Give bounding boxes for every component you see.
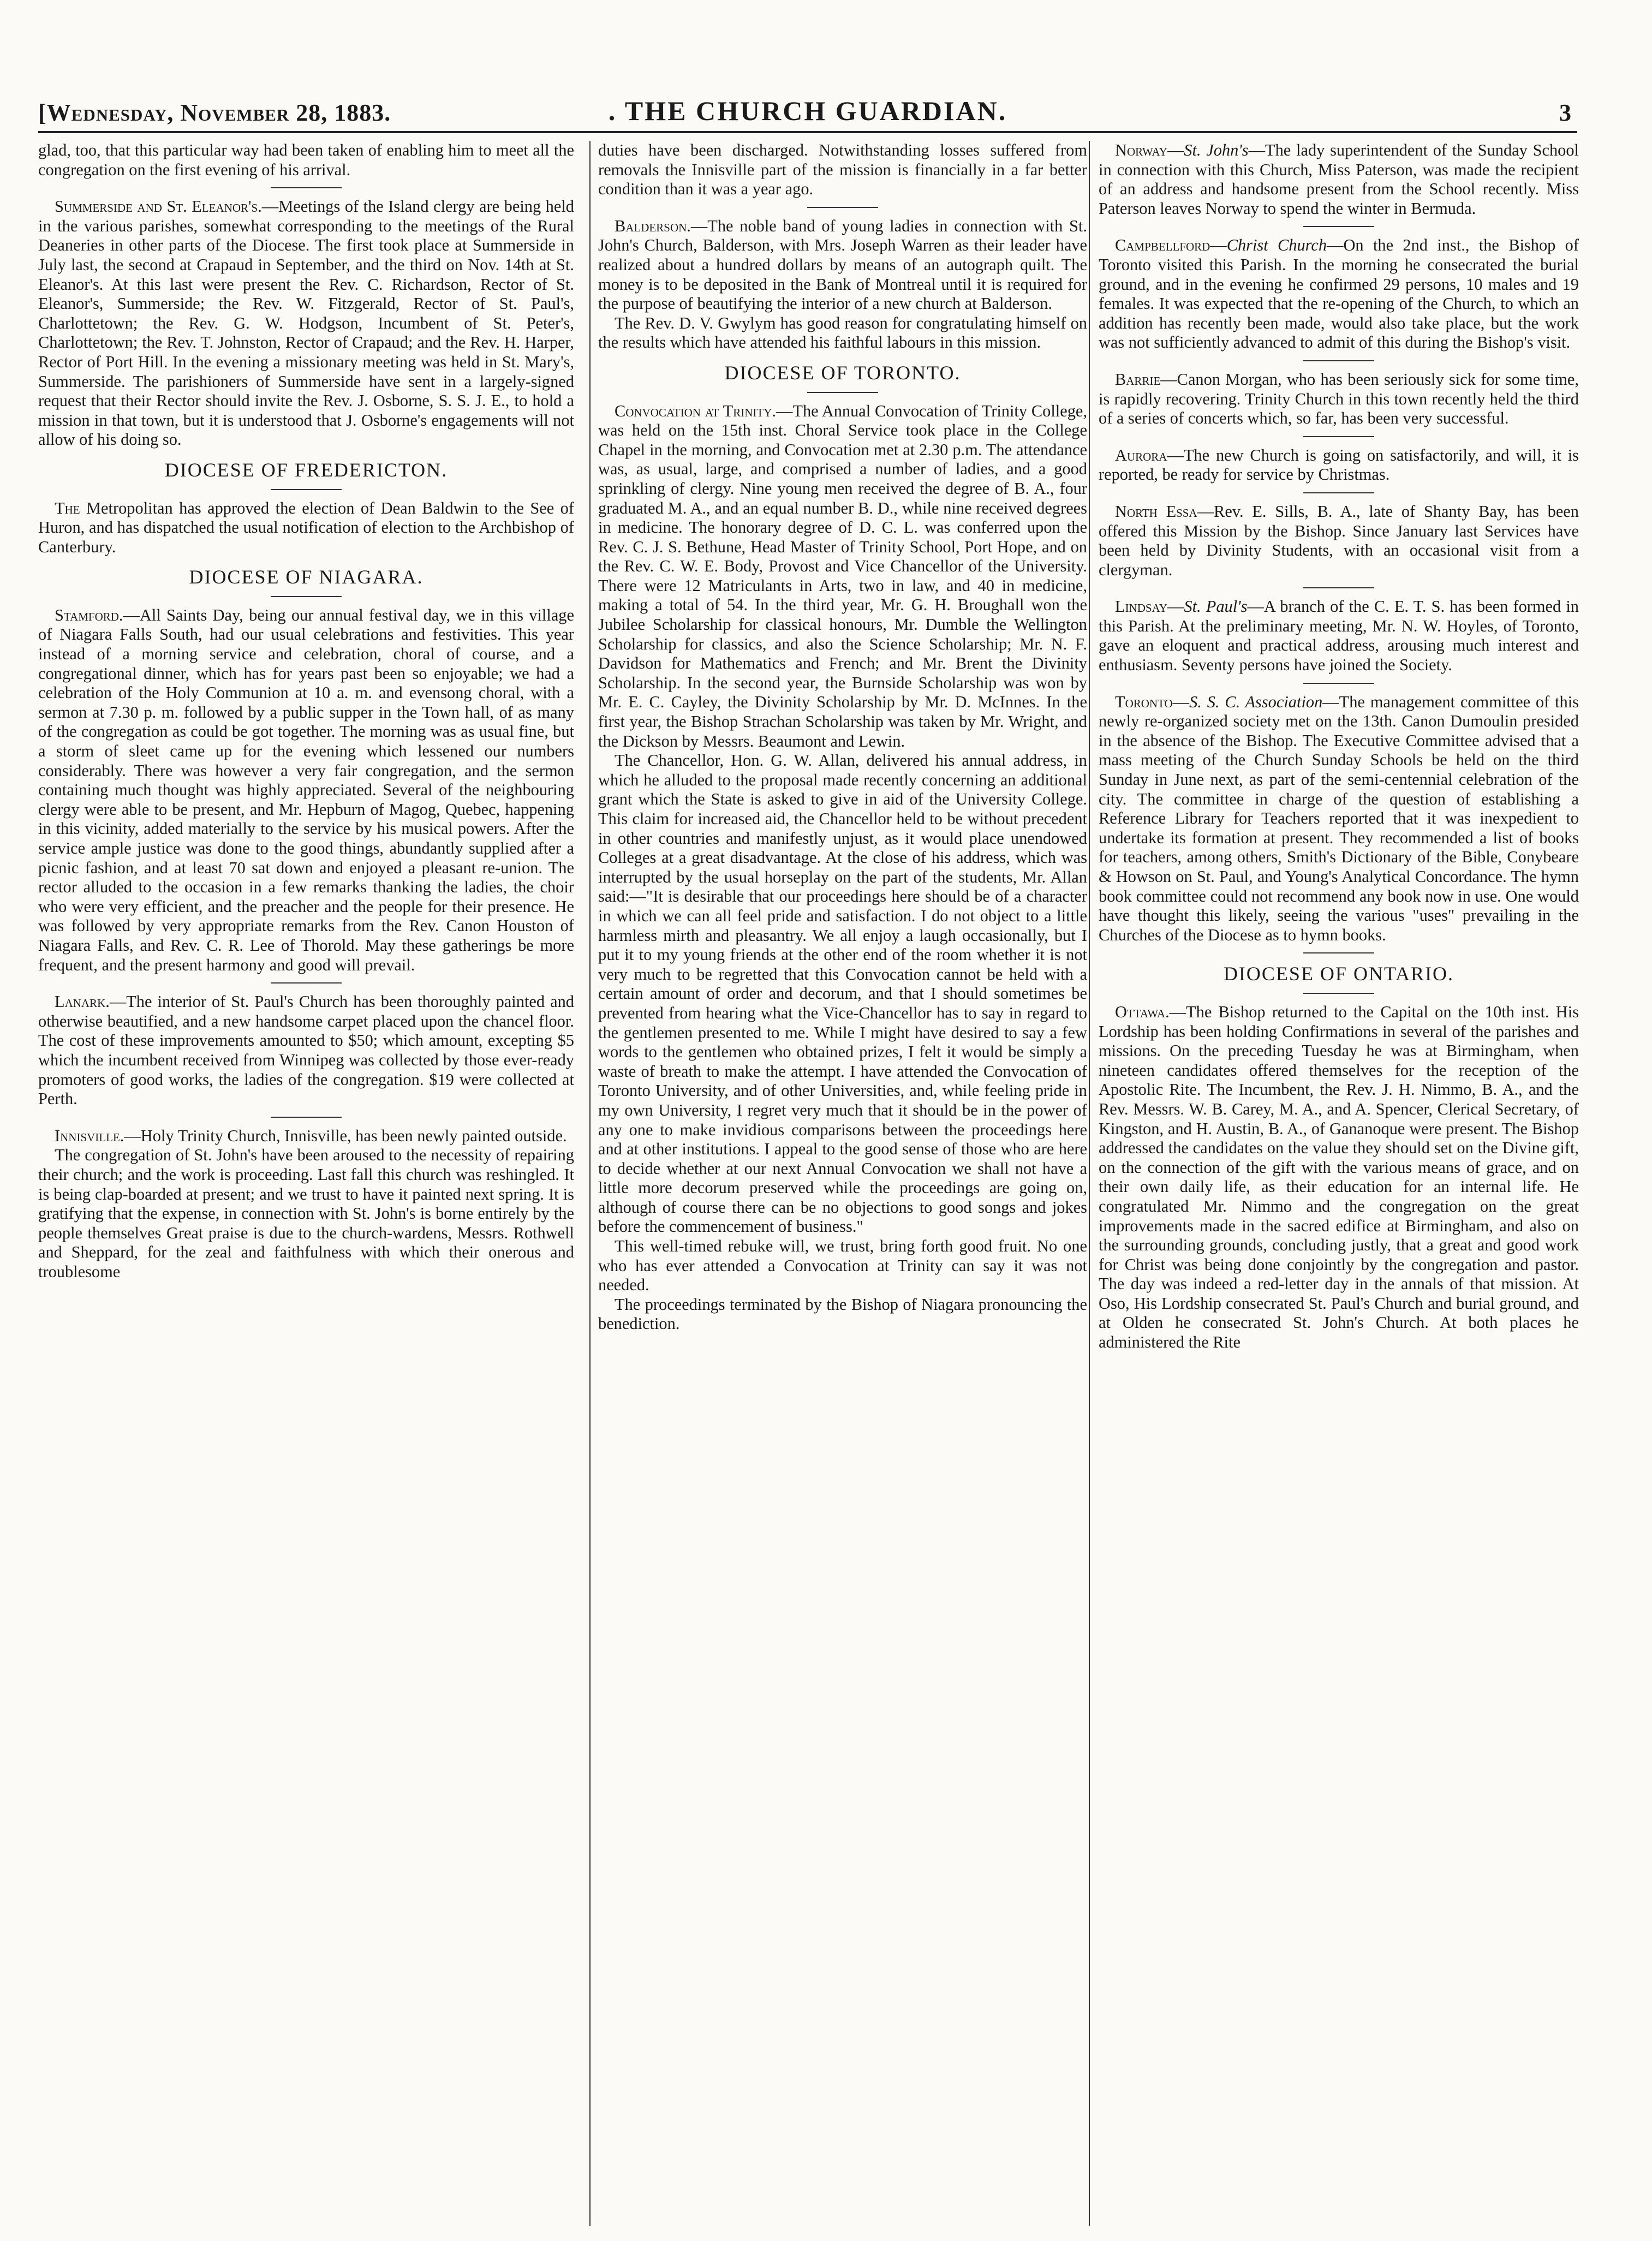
- article-lead: Norway—: [1115, 141, 1184, 159]
- paragraph: The congregation of St. John's have been aroused to the necessity of repairing their church; and the work is proceeding. Last fall this church was reshingled. It is being clap-boarded at present; and we trust to have it painted next spring. It is gratifying that the expense, in connection with St. John's is borne entirely by the people themselves Great praise is due to the church-wardens, Messrs. Rothwell and Sheppard, for the zeal and faithfulness with which their onerous and troublesome: [38, 1146, 574, 1281]
- article-continuation: [38, 141, 574, 180]
- article-lead: Balderson.—: [615, 216, 708, 235]
- article-lead: Barrie—: [1115, 369, 1177, 389]
- church-name: St. John's: [1184, 141, 1249, 159]
- article-lead: Campbellford—: [1115, 236, 1227, 255]
- article-innisville: [38, 1127, 574, 1282]
- article-lead: Lindsay—: [1115, 597, 1184, 616]
- paragraph: glad, too, that this particular way had been taken of enabling him to meet all the congregation on the first evening of his arrival.: [38, 141, 574, 179]
- divider: [1303, 360, 1374, 361]
- article-continuation: [598, 141, 1087, 199]
- article-text: Canon Morgan, who has been seriously sick for some time, is rapidly recovering. Trinity Church in this town recently held the third of a series of concerts which, so far, has been very successful.: [1099, 369, 1579, 428]
- section-heading-ontario: DIOCESE OF ONTARIO.: [1223, 963, 1454, 985]
- section-heading-toronto: DIOCESE OF TORONTO.: [724, 361, 961, 384]
- divider: [1303, 952, 1374, 953]
- article-lead: Toronto—: [1115, 692, 1190, 711]
- church-name: Christ Church: [1226, 236, 1327, 255]
- paragraph: The Rev. D. V. Gwylym has good reason for congratulating himself on the results which have attended his faithful labours in this mission.: [598, 313, 1087, 352]
- divider: [807, 392, 878, 393]
- article-text: Meetings of the Island clergy are being held in the various parishes, somewhat corresponding to the meetings of the Rural Deaneries in other parts of the Diocese. The first took place at Summerside in July last, the second at Crapaud in September, and the third on Nov. 14th at St. Eleanor's. At this last were present the Rev. C. Richardson, Rector of St. Eleanor's, Summerside; the Rev. W. Fitzgerald, Rector of St. Paul's, Charlottetown; the Rev. G. W. Hodgson, Incumbent of St. Peter's, Charlottetown; the Rev. T. Johnston, Rector of Crapaud; and the Rev. H. Harper, Rector of Port Hill. In the evening a missionary meeting was held in St. Mary's, Summerside. The parishioners of Summerside have sent in a largely-signed request that their Rector should invite the Rev. J. Osborne, S. S. J. E., to hold a mission in that town, but it is understood that J. Osborne's engagements will not allow of his doing so.: [38, 197, 574, 449]
- column-2: [589, 141, 1087, 2226]
- article-lead: Convocation at Trinity.—: [615, 401, 793, 420]
- divider: [271, 187, 342, 188]
- divider: [1303, 226, 1374, 227]
- article-text: —The lady superintendent of the Sunday School in connection with this Church, Miss Paterson, was made the recipient of an address and handsome present from the School recently. Miss Paterson leaves Norway to spend the winter in Bermuda.: [1099, 141, 1579, 218]
- article-lanark: [38, 992, 574, 1109]
- divider: [1303, 993, 1374, 994]
- article-text: All Saints Day, being our annual festival day, we in this village of Niagara Falls South, had our usual celebrations and festivities. This year instead of a morning service and celebration, choral of course, and a congregational dinner, which has for years past been so enjoyable; we had a celebration of the Holy Communion at 10 a. m. and evensong choral, with a sermon at 7.30 p. m. followed by a public supper in the Town hall, of as many of the congregation as could be got together. The morning was as usual fine, but a storm of sleet came up for the evening which lessened our numbers considerably. There was however a very fair congregation, and the sermon containing much thought was highly appreciated. Several of the neighbouring clergy were able to be present, and Mr. Hepburn of Magog, Quebec, happening in this vicinity, added materially to the service by his musical powers. After the service ample justice was done to the good things, abundantly supplied after a picnic fashion, and at least 70 sat down and enjoyed a pleasant re-union. The rector alluded to the occasion in a few remarks thanking the ladies, the choir who were very efficient, and the preacher and the people for their presence. He was followed by very appropriate remarks from the Rev. Canon Houston of Niagara Falls, and Rev. C. R. Lee of Thorold. May these gatherings be more frequent, and the present harmony and good will prevail.: [38, 605, 574, 974]
- church-name: St. Paul's: [1184, 597, 1248, 616]
- divider: [271, 489, 342, 490]
- article-text: —The management committee of this newly re-organized society met on the 13th. Canon Dumoulin presided in the absence of the Bishop. The Executive Committee advised that a mass meeting of the Church Sunday Schools be held on the third Sunday in June next, as part of the semi-centennial celebration of the city. The committee in charge of the question of establishing a Reference Library for Teachers reported that it was inexpedient to undertake its formation at present. They recommended a list of books for teachers, among others, Smith's Dictionary of the Bible, Conybeare & Howson on St. Paul, and Young's Analytical Concordance. The hymn book committee could not recommend any book now in use. One would have thought this likely, seeing the various "uses" prevailing in the Churches of the Diocese as to hymn books.: [1099, 692, 1579, 944]
- article-toronto-ssc: [1099, 693, 1579, 945]
- article-convocation: [598, 402, 1087, 1334]
- divider: [271, 596, 342, 597]
- article-text: —A branch of the C. E. T. S. has been formed in this Parish. At the preliminary meeting, Mr. N. W. Hoyles, of Toronto, gave an eloquent and practical address, arousing much interest and enthusiasm. Seventy persons have joined the Society.: [1099, 597, 1579, 675]
- divider: [1303, 436, 1374, 437]
- divider: [1303, 492, 1374, 493]
- column-1: [38, 141, 574, 2226]
- article-lead: North Essa—: [1115, 502, 1214, 521]
- masthead: [38, 93, 1577, 133]
- divider: [1303, 683, 1374, 684]
- divider: [1303, 587, 1374, 588]
- article-text: Metropolitan has approved the election of Dean Baldwin to the See of Huron, and has dispatched the usual notification of election to the Archbishop of Canterbury.: [38, 498, 574, 556]
- article-text: The Bishop returned to the Capital on the 10th inst. His Lordship has been holding Confirmations in several of the parishes and missions. On the preceding Tuesday he was at Birmingham, when nineteen candidates offered themselves for the reception of the Apostolic Rite. The Incumbent, the Rev. J. H. Nimmo, B. A., and the Rev. Messrs. W. B. Carey, M. A., and A. Spencer, Clerical Secretary, of Kingston, and H. Austin, B. A., of Gananoque were present. The Bishop addressed the candidates on the value they should set on the Divine gift, on the connection of the gift with the various means of grace, and on their own daily life, as their education for an internal life. He congratulated Mr. Nimmo and the congregation on the great improvements made in the sacred edifice at Birmingham, and also on the surrounding grounds, concluding justly, that a great and good work for Christ was being done conjointly by the congregation and pastor. The day was indeed a red-letter day in the annals of that mission. At Oso, His Lordship consecrated St. Paul's Church and burial ground, and at Olden he consecrated St. John's Church. At both places he administered the Rite: [1099, 1002, 1579, 1352]
- divider: [271, 982, 342, 984]
- paragraph: duties have been discharged. Notwithstanding losses suffered from removals the Innisville part of the mission is financially in a far better condition than it was a year ago.: [598, 141, 1087, 199]
- article-lead: Aurora—: [1115, 445, 1184, 464]
- article-lead: Stamford.—: [55, 605, 140, 624]
- section-heading-fredericton: DIOCESE OF FREDERICTON.: [164, 458, 448, 481]
- article-north-essa: [1099, 502, 1579, 580]
- divider: [807, 207, 878, 208]
- article-lead: Lanark.—: [55, 992, 127, 1011]
- article-stamford: [38, 606, 574, 975]
- paragraph: This well-timed rebuke will, we trust, bring forth good fruit. No one who has ever attended a Convocation at Trinity can say it was not needed.: [598, 1237, 1087, 1295]
- column-3: [1089, 141, 1579, 2226]
- article-lead: The: [55, 498, 80, 517]
- article-fredericton: [38, 499, 574, 557]
- association-name: S. S. C. Association: [1189, 692, 1323, 711]
- section-heading-niagara: DIOCESE OF NIAGARA.: [189, 566, 424, 588]
- article-text: Holy Trinity Church, Innisville, has been newly painted outside.: [140, 1126, 567, 1145]
- article-lead: Summerside and St. Eleanor's.—: [55, 197, 279, 216]
- article-balderson: [598, 217, 1087, 353]
- article-text: The noble band of young ladies in connection with St. John's Church, Balderson, with Mrs. Joseph Warren as their leader have realized about a hundred dollars by means of an autograph quilt. The money is to be deposited in the Bank of Montreal until it is required for the purpose of beautifying the interior of a new church at Balderson.: [598, 216, 1087, 313]
- article-lead: Ottawa.—: [1115, 1002, 1186, 1021]
- article-summerside: [38, 197, 574, 450]
- paragraph: The proceedings terminated by the Bishop of Niagara pronouncing the benediction.: [598, 1295, 1087, 1333]
- article-lead: Innisville.—: [55, 1126, 141, 1145]
- article-barrie: [1099, 370, 1579, 428]
- article-campbellford: [1099, 236, 1579, 353]
- divider: [271, 1117, 342, 1118]
- article-ottawa: [1099, 1003, 1579, 1352]
- article-aurora: [1099, 446, 1579, 485]
- article-text: The interior of St. Paul's Church has been thoroughly painted and otherwise beautified, and a new handsome carpet placed upon the chancel floor. The cost of these improvements amounted to $50; which amount, excepting $5 which the incumbent received from Winnipeg was collected by those ever-ready promoters of good works, the ladies of the congregation. $19 were collected at Perth.: [38, 992, 574, 1108]
- article-norway: [1099, 141, 1579, 218]
- newspaper-title: . THE CHURCH GUARDIAN.: [608, 96, 1007, 126]
- article-text: —On the 2nd inst., the Bishop of Toronto visited this Parish. In the morning he consecrated the burial ground, and in the evening he confirmed 29 persons, 10 males and 19 females. It was expected that the re-opening of the Church, to which an addition has recently been made, would also take place, but the work was not sufficiently advanced to admit of this during the Bishop's visit.: [1099, 236, 1579, 352]
- paragraph: The Chancellor, Hon. G. W. Allan, delivered his annual address, in which he alluded to the proposal made recently concerning an additional grant which the State is asked to give in aid of the University College. This claim for increased aid, the Chancellor held to be without precedent in other countries and manifestly unjust, as it would place unendowed Colleges at a great disadvantage. At the close of his address, which was interrupted by the usual horseplay on the part of the students, Mr. Allan said:—"It is desirable that our proceedings here should be of a character in which we can all feel pride and satisfaction. I do not object to a little harmless mirth and pleasantry. We all enjoy a laugh occasionally, but I put it to my young friends at the other end of the room whether it is not very much to be regretted that this Convocation cannot be held with a certain amount of order and decorum, and that I should sometimes be prevented from hearing what the Vice-Chancellor has to say in regard to the gentlemen presented to me. While I might have desired to say a few words to the gentlemen who obtained prizes, I felt it would be simply a waste of breath to make the attempt. I have attended the Convocation of Toronto University, and of other Universities, and, while feeling pride in my own University, I regret very much that it should be in the power of any one to make invidious comparisons between the proceedings here and at other institutions. I appeal to the good sense of those who are here to decide whether at our next Annual Convocation we shall not have a little more decorum preserved while the proceedings are going on, although of course there can be no objections to good songs and jokes before the commencement of business.": [598, 751, 1087, 1236]
- issue-date: [Wednesday, November 28, 1883.: [38, 99, 391, 126]
- article-text: Rev. E. Sills, B. A., late of Shanty Bay, has been offered this Mission by the Bishop. Since January last Services have been held by Divinity Students, with an occasional visit from a clergyman.: [1099, 502, 1579, 579]
- article-lindsay: [1099, 597, 1579, 675]
- article-text: The new Church is going on satisfactorily, and will, it is reported, be ready for service by Christmas.: [1099, 445, 1579, 484]
- article-text: The Annual Convocation of Trinity College, was held on the 15th inst. Choral Service took place in the College Chapel in the morning, and Convocation met at 2.30 p.m. The attendance was, as usual, large, and comprised a number of ladies, and a good sprinkling of clergy. Nine young men received the degree of B. A., four graduated M. A., and an equal number B. D., while nine received degrees in medicine. The honorary degree of D. C. L. was conferred upon the Rev. C. J. S. Bethune, Head Master of Trinity School, Port Hope, and on the Rev. C. W. E. Body, Provost and Vice Chancellor of the University. There were 12 Matriculants in Arts, two in law, and 40 in medicine, making a total of 54. In the third year, Mr. G. H. Broughall won the Jubilee Scholarship for classical honours, Mr. Dumble the Wellington Scholarship for classics, and also the Science Scholarship; Mr. N. F. Davidson for Mathematics and French; and Mr. Brent the Divinity Scholarship. In the second year, the Burnside Scholarship was won by Mr. E. C. Cayley, the Divinity Scholarship by Mr. D. McInnes. In the first year, the Bishop Strachan Scholarship was taken by Mr. Wright, and the Dickson by Messrs. Beaumont and Lewin.: [598, 401, 1087, 750]
- page-number: 3: [1559, 99, 1572, 126]
